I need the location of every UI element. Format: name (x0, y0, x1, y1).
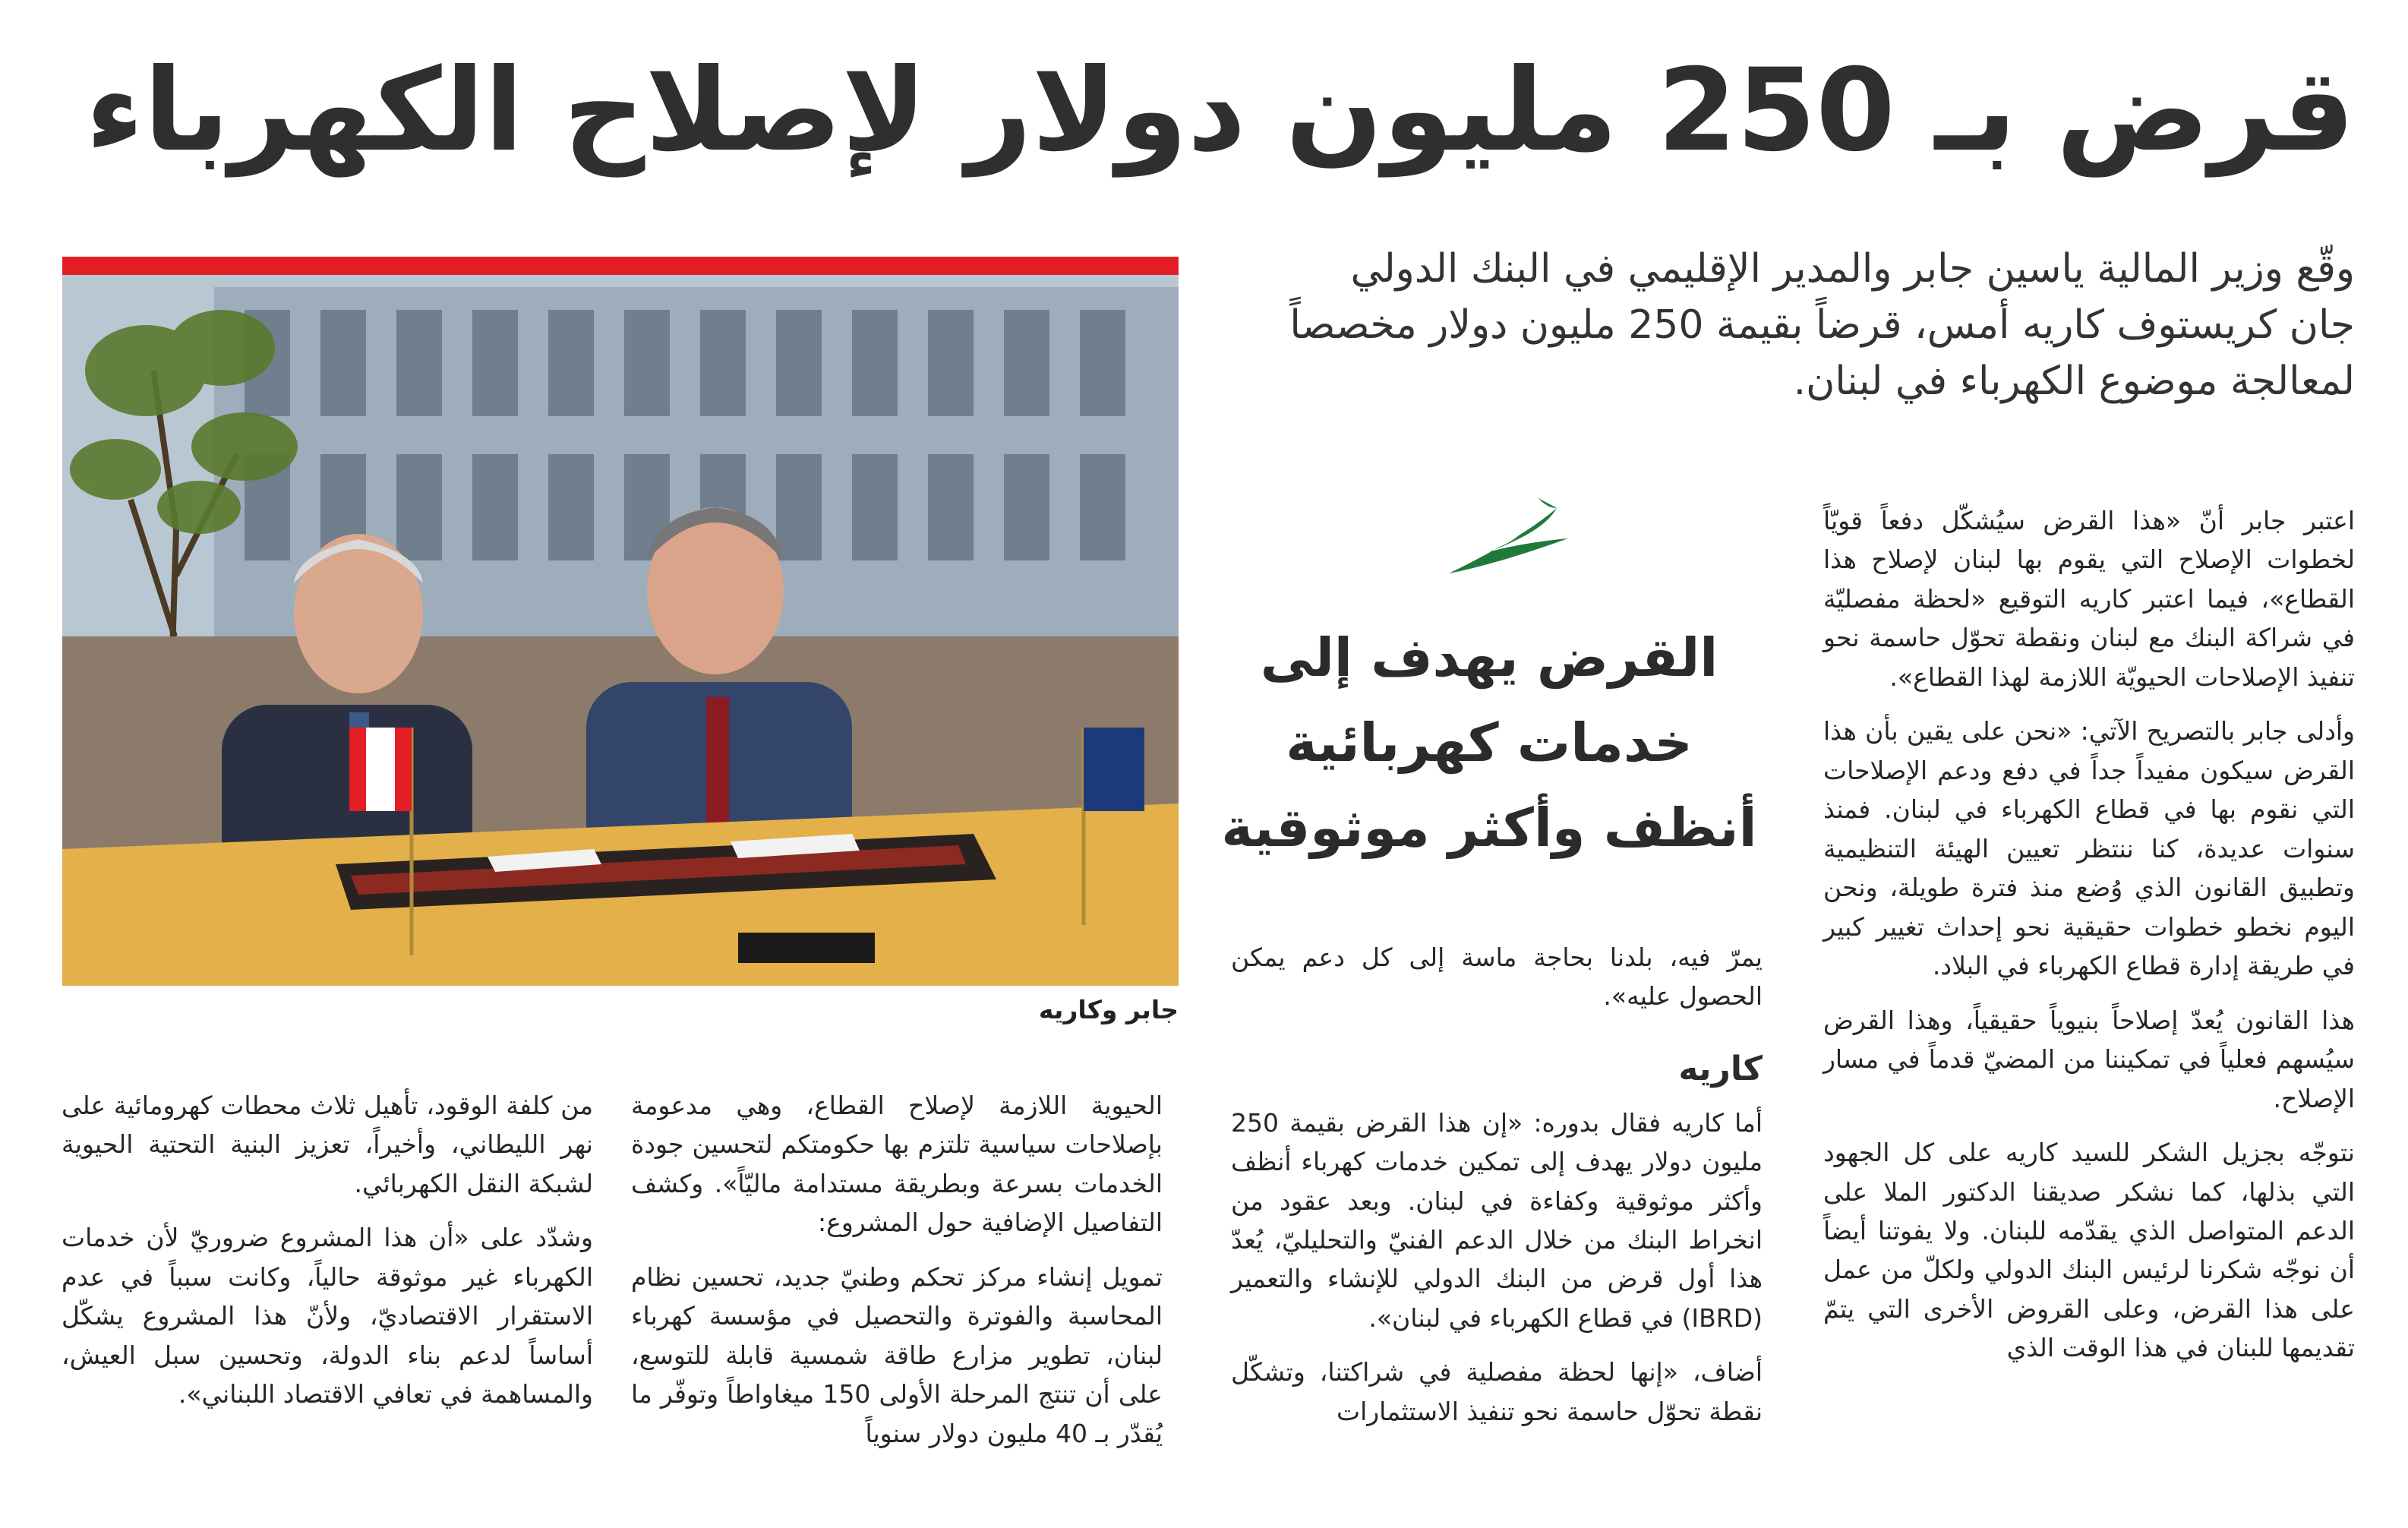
article-paragraph: نتوجّه بجزيل الشكر للسيد كاريه على كل الجهود التي بذلها، كما نشكر صديقنا الدكتور الملا على الدعم المتواصل الذي يقدّمه للبنان. ولا يفوتنا أيضاً أن نوجّه شكرنا لرئيس البنك الدولي ولكلّ من عمل على هذا القرض، وعلى القروض الأخرى التي يتمّ تقديمها للبنان في هذا الوقت الذي (1823, 1138, 2355, 1363)
article-paragraph: وشدّد على «أن هذا المشروع ضروريّ لأن خدمات الكهرباء غير موثوقة حالياً، وكانت سبباً في عدم الاستقرار الاقتصاديّ، ولأنّ هذا المشروع يشكّل أساساً لدعم بناء الدولة، وتحسين سبل العيش، والمساهمة في تعافي الاقتصاد اللبناني». (62, 1223, 593, 1410)
article-column-3 (631, 1086, 1163, 1468)
article-paragraph: تمويل إنشاء مركز تحكم وطنيّ جديد، تحسين نظام المحاسبة والفوترة والتحصيل في مؤسسة كهرباء لبنان، تطوير مزارع طاقة شمسية قابلة للتوسع، على أن تنتج المرحلة الأولى 150 ميغاواطاً وتوفّر ما يُقدّر بـ 40 مليون دولار سنوياً (631, 1261, 1163, 1448)
signing-photo (62, 257, 1179, 986)
article-column-1 (1823, 501, 2355, 1383)
pull-quote: القرض يهدف إلى خدمات كهربائية أنظف وأكثر موثوقية (1221, 627, 1757, 859)
article-column-2 (1231, 938, 1763, 1446)
article-paragraph: الحيوية اللازمة لإصلاح القطاع، وهي مدعومة بإصلاحات سياسية تلتزم بها حكومتكم لتحسين جودة الخدمات بسرعة وبطريقة مستدامة ماليّاً». وكشف التفاصيل الإضافية حول المشروع: (631, 1091, 1163, 1238)
lead-paragraph: وقّع وزير المالية ياسين جابر والمدير الإقليمي في البنك الدولي جان كريستوف كاريه أمس، قرضاً بقيمة 250 مليون دولار مخصصاً لمعالجة موضوع الكهرباء في لبنان. (1289, 246, 2355, 404)
article-column-4 (62, 1086, 593, 1429)
cedar-logo-icon (1443, 497, 1572, 581)
photo-caption: جابر وكاريه (1038, 995, 1179, 1024)
subheading-carre: كاريه (1678, 1049, 1763, 1088)
headline: قرض بـ 250 مليون دولار لإصلاح الكهرباء (85, 45, 2355, 177)
article-paragraph: من كلفة الوقود، تأهيل ثلاث محطات كهرومائية على نهر الليطاني، وأخيراً، تعزيز البنية التحتية الحيوية لشبكة النقل الكهربائي. (62, 1091, 593, 1198)
article-paragraph: أضاف، «إنها لحظة مفصلية في شراكتنا، وتشكّل نقطة تحوّل حاسمة نحو تنفيذ الاستثمارات (1231, 1357, 1763, 1426)
article-paragraph: يمرّ فيه، بلدنا بحاجة ماسة إلى كل دعم يمكن الحصول عليه». (1231, 942, 1763, 1012)
article-paragraph: وأدلى جابر بالتصريح الآتي: «نحن على يقين بأن هذا القرض سيكون مفيداً جداً في دفع ودعم الإصلاحات التي نقوم بها في قطاع الكهرباء في لبنان. فمنذ سنوات عديدة، كنا ننتظر تعيين الهيئة التنظيمية وتطبيق القانون الذي وُضع منذ فترة طويلة، ونحن اليوم نخطو خطوات حقيقية نحو إحداث تغيير كبير في طريقة إدارة قطاع الكهرباء في البلاد. (1823, 716, 2355, 981)
article-paragraph: أما كاريه فقال بدوره: «إن هذا القرض بقيمة 250 مليون دولار يهدف إلى تمكين خدمات كهرباء أنظف وأكثر موثوقية وكفاءة في لبنان. وبعد عقود من انخراط البنك من خلال الدعم الفنيّ والتحليليّ، يُعدّ هذا أول قرض من البنك الدولي للإنشاء والتعمير (IBRD) في قطاع الكهرباء في لبنان». (1231, 1107, 1763, 1333)
article-paragraph: اعتبر جابر أنّ «هذا القرض سيُشكّل دفعاً قويّاً لخطوات الإصلاح التي يقوم بها لبنان لإصلاح هذا القطاع»، فيما اعتبر كاريه التوقيع «لحظة مفصليّة في شراكة البنك مع لبنان ونقطة تحوّل حاسمة نحو تنفيذ الإصلاحات الحيويّة اللازمة لهذا القطاع». (1823, 506, 2355, 692)
article-paragraph: هذا القانون يُعدّ إصلاحاً بنيوياً حقيقياً، وهذا القرض سيُسهم فعلياً في تمكيننا من المضيّ قدماً في مسار الإصلاح. (1823, 1005, 2355, 1113)
